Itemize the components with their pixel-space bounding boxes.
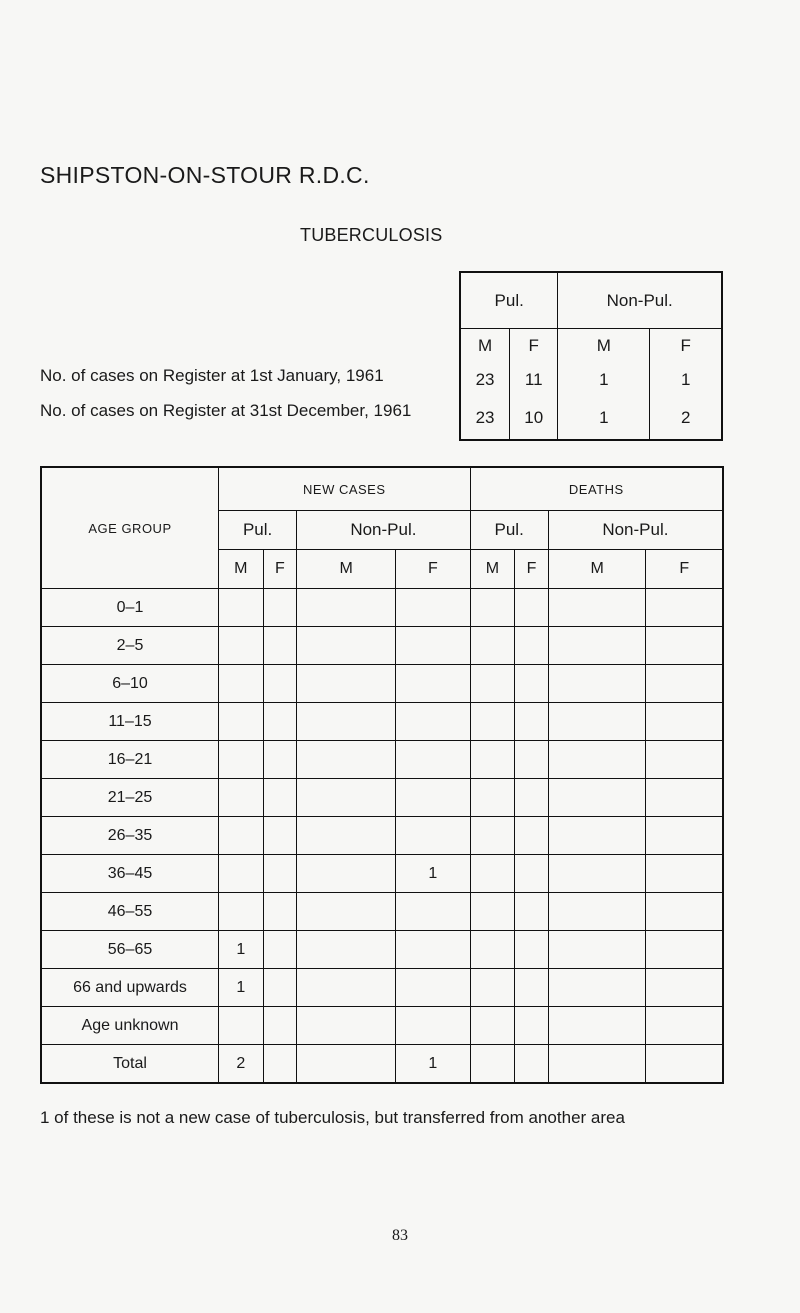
value-cell [515, 665, 549, 703]
register-cell: 10 [510, 397, 558, 440]
value-cell [297, 741, 396, 779]
value-cell [263, 589, 297, 627]
value-cell [515, 741, 549, 779]
value-cell [515, 703, 549, 741]
value-cell: 1 [396, 855, 470, 893]
sex-header: F [263, 550, 297, 589]
value-cell [548, 703, 646, 741]
register-sex-header: F [510, 329, 558, 364]
value-cell [396, 665, 470, 703]
value-cell [548, 741, 646, 779]
value-cell [396, 817, 470, 855]
value-cell [297, 817, 396, 855]
value-cell [646, 665, 723, 703]
section-title: TUBERCULOSIS [300, 225, 443, 245]
value-cell [470, 1045, 515, 1084]
sub-header: Pul. [219, 511, 297, 550]
value-cell [396, 893, 470, 931]
register-header-nonpul: Non-Pul. [558, 272, 722, 329]
value-cell [470, 703, 515, 741]
value-cell [297, 1007, 396, 1045]
value-cell [219, 893, 264, 931]
value-cell [646, 893, 723, 931]
value-cell [263, 703, 297, 741]
value-cell [297, 589, 396, 627]
value-cell [396, 969, 470, 1007]
value-cell [470, 893, 515, 931]
value-cell [646, 1007, 723, 1045]
value-cell [515, 855, 549, 893]
value-cell [219, 741, 264, 779]
value-cell [515, 893, 549, 931]
value-cell [297, 931, 396, 969]
value-cell [548, 627, 646, 665]
value-cell [219, 779, 264, 817]
age-group-cell: 21–25 [41, 779, 219, 817]
value-cell: 1 [396, 1045, 470, 1084]
value-cell [646, 741, 723, 779]
value-cell [548, 589, 646, 627]
value-cell [515, 1045, 549, 1084]
register-label-dec: No. of cases on Register at 31st December, 1961 [40, 401, 412, 420]
sex-header: F [396, 550, 470, 589]
value-cell [396, 741, 470, 779]
value-cell [219, 665, 264, 703]
value-cell [219, 589, 264, 627]
value-cell [548, 1045, 646, 1084]
value-cell [548, 817, 646, 855]
sub-header: Pul. [470, 511, 548, 550]
sex-header: M [548, 550, 646, 589]
value-cell: 1 [219, 931, 264, 969]
value-cell [646, 627, 723, 665]
value-cell [297, 703, 396, 741]
value-cell [470, 779, 515, 817]
sex-header: M [297, 550, 396, 589]
register-cell: 11 [510, 363, 558, 397]
table-row [41, 627, 723, 665]
value-cell [548, 1007, 646, 1045]
value-cell [297, 665, 396, 703]
value-cell [396, 627, 470, 665]
age-group-cell: Total [41, 1045, 219, 1084]
sex-header: M [219, 550, 264, 589]
value-cell [646, 931, 723, 969]
register-sex-header: F [650, 329, 722, 364]
value-cell [646, 779, 723, 817]
table-row [41, 855, 723, 893]
table-row [41, 741, 723, 779]
value-cell [219, 855, 264, 893]
register-cell: 23 [460, 363, 510, 397]
value-cell [297, 969, 396, 1007]
table-row [41, 931, 723, 969]
value-cell [548, 969, 646, 1007]
register-cell: 1 [558, 363, 650, 397]
value-cell [396, 779, 470, 817]
value-cell [470, 969, 515, 1007]
table-row [41, 893, 723, 931]
value-cell [548, 893, 646, 931]
value-cell [515, 931, 549, 969]
register-cell: 23 [460, 397, 510, 440]
value-cell [263, 741, 297, 779]
age-group-cell: 11–15 [41, 703, 219, 741]
table-row [41, 779, 723, 817]
age-group-cell: 26–35 [41, 817, 219, 855]
value-cell: 2 [219, 1045, 264, 1084]
age-group-header: AGE GROUP [41, 467, 219, 589]
value-cell [470, 931, 515, 969]
table-row [41, 969, 723, 1007]
value-cell [219, 703, 264, 741]
value-cell [470, 855, 515, 893]
value-cell [396, 703, 470, 741]
sex-header: F [646, 550, 723, 589]
value-cell [263, 817, 297, 855]
age-group-cell: 0–1 [41, 589, 219, 627]
value-cell [263, 931, 297, 969]
table-row [41, 665, 723, 703]
age-group-cell: Age unknown [41, 1007, 219, 1045]
register-sex-header: M [558, 329, 650, 364]
value-cell [219, 817, 264, 855]
value-cell [263, 855, 297, 893]
value-cell [297, 779, 396, 817]
age-group-cell: 2–5 [41, 627, 219, 665]
value-cell [646, 969, 723, 1007]
value-cell [470, 665, 515, 703]
value-cell [515, 817, 549, 855]
age-group-cell: 16–21 [41, 741, 219, 779]
age-group-table [40, 466, 724, 1084]
value-cell [470, 817, 515, 855]
value-cell [515, 969, 549, 1007]
table-row [41, 1045, 723, 1084]
value-cell [646, 703, 723, 741]
table-row [41, 817, 723, 855]
register-header-pul: Pul. [460, 272, 558, 329]
age-group-cell: 46–55 [41, 893, 219, 931]
value-cell [396, 1007, 470, 1045]
value-cell [515, 779, 549, 817]
value-cell [263, 893, 297, 931]
register-cell: 1 [650, 363, 722, 397]
age-group-cell: 66 and upwards [41, 969, 219, 1007]
value-cell [263, 627, 297, 665]
register-cell: 2 [650, 397, 722, 440]
register-label-jan: No. of cases on Register at 1st January, 1961 [40, 366, 384, 385]
value-cell [396, 931, 470, 969]
value-cell [297, 627, 396, 665]
table-row [41, 703, 723, 741]
value-cell [470, 589, 515, 627]
value-cell [263, 665, 297, 703]
page-number: 83 [392, 1227, 408, 1244]
value-cell [548, 779, 646, 817]
table-row [41, 589, 723, 627]
value-cell [219, 627, 264, 665]
value-cell [515, 627, 549, 665]
value-cell [470, 741, 515, 779]
age-group-cell: 56–65 [41, 931, 219, 969]
value-cell [548, 665, 646, 703]
value-cell [297, 855, 396, 893]
value-cell [548, 931, 646, 969]
value-cell [263, 1007, 297, 1045]
value-cell [297, 893, 396, 931]
deaths-header: DEATHS [470, 467, 723, 511]
sub-header: Non-Pul. [548, 511, 723, 550]
page-heading: SHIPSTON-ON-STOUR R.D.C. [40, 162, 370, 188]
value-cell [297, 1045, 396, 1084]
value-cell [263, 1045, 297, 1084]
value-cell [470, 627, 515, 665]
value-cell [396, 589, 470, 627]
value-cell [515, 589, 549, 627]
value-cell [263, 969, 297, 1007]
sex-header: M [470, 550, 515, 589]
value-cell [646, 589, 723, 627]
sex-header: F [515, 550, 549, 589]
sub-header: Non-Pul. [297, 511, 470, 550]
value-cell [646, 817, 723, 855]
value-cell [515, 1007, 549, 1045]
value-cell [219, 1007, 264, 1045]
value-cell [646, 855, 723, 893]
value-cell [263, 779, 297, 817]
age-group-cell: 36–45 [41, 855, 219, 893]
value-cell: 1 [219, 969, 264, 1007]
age-group-cell: 6–10 [41, 665, 219, 703]
register-table [459, 271, 723, 441]
new-cases-header: NEW CASES [219, 467, 471, 511]
register-sex-header: M [460, 329, 510, 364]
table-row [41, 1007, 723, 1045]
value-cell [548, 855, 646, 893]
footnote: 1 of these is not a new case of tuberculosis, but transferred from another area [40, 1108, 625, 1127]
value-cell [646, 1045, 723, 1084]
value-cell [470, 1007, 515, 1045]
register-cell: 1 [558, 397, 650, 440]
